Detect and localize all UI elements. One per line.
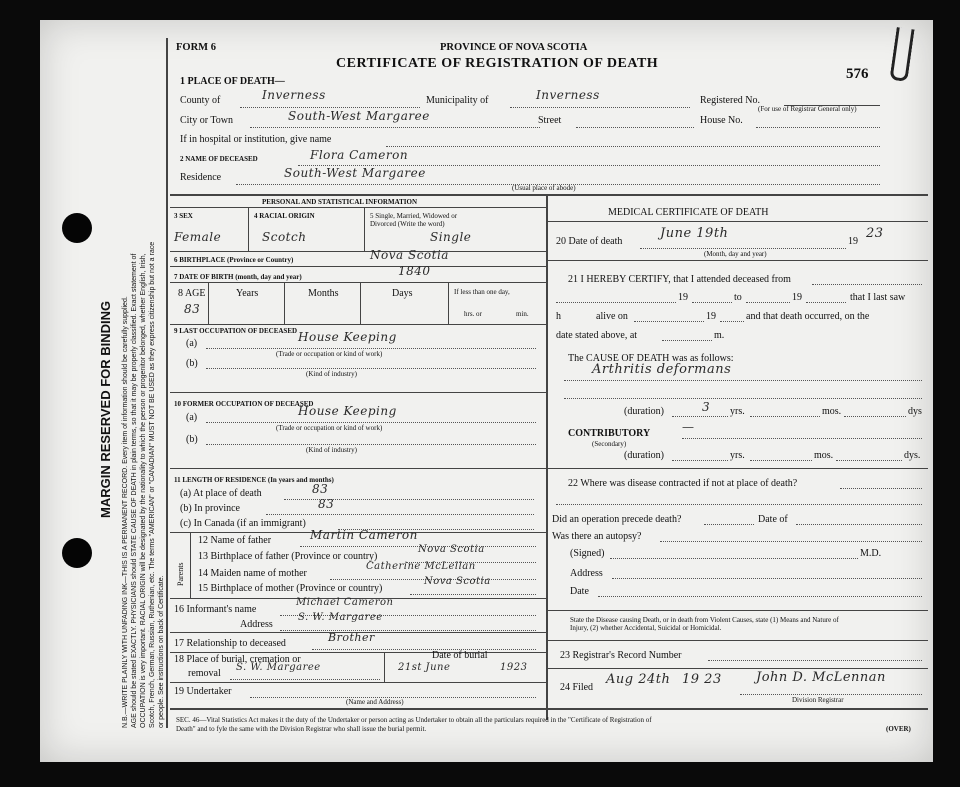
former-occupation-label: 10 FORMER OCCUPATION OF DECEASED [174,400,314,408]
informant-address-label: Address [240,619,273,630]
house-number-label: House No. [700,115,743,126]
industry-note: (Kind of industry) [306,370,357,378]
at-place-label: (a) At place of death [180,488,262,499]
certify-19b: 19 [792,292,802,303]
duration-label: (duration) [624,406,664,417]
record-number-label: 23 Registrar's Record Number [560,650,682,661]
binding-hole [62,538,92,568]
burial-year-value: 1923 [500,662,528,673]
registrar-signature: John D. McLennan [756,670,886,685]
name-of-deceased-label: 2 NAME OF DECEASED [180,155,258,163]
over-label: (OVER) [886,725,911,733]
years-label: Years [236,288,259,299]
name-address-note: (Name and Address) [346,698,404,706]
duration-mos: mos. [822,406,842,417]
informant-label: 16 Informant's name [174,604,257,615]
marital-status-value: Single [430,230,472,244]
certify-to: to [734,292,742,303]
age-label: 8 AGE [178,288,206,299]
trade-note: (Trade or occupation or kind of work) [276,350,383,358]
informant-address-value: S. W. Margaree [298,612,383,623]
certify-m: m. [714,330,725,341]
medical-heading: MEDICAL CERTIFICATE OF DEATH [608,207,769,218]
mother-birthplace-label: 15 Birthplace of mother (Province or country) [198,583,383,594]
contracted-label: 22 Where was disease contracted if not at place of death? [568,478,798,489]
certify-last-saw: that I last saw [850,292,906,303]
death-date-value: June 19th [660,226,729,241]
sex-label: 3 SEX [174,212,193,220]
violent-note-1: State the Disease causing Death, or in death from Violent Causes, state (1) Means and Nature of [570,616,839,624]
street-label: Street [538,115,562,126]
certify-occurred: and that death occurred, on the [746,311,870,322]
former-occupation-a: (a) [186,412,198,423]
duration-2-dys: dys. [904,450,921,461]
last-occupation-a: (a) [186,338,198,349]
signed-label: (Signed) [570,548,605,559]
duration-2-mos: mos. [814,450,834,461]
certify-19c: 19 [706,311,716,322]
secondary-note: (Secondary) [592,440,627,448]
province-heading: PROVINCE OF NOVA SCOTIA [440,42,588,53]
operation-date-label: Date of [758,514,788,525]
violent-note-2: Injury, (2) whether Accidental, Suicidal or Homicidal. [570,624,722,632]
margin-binding-label: MARGIN RESERVED FOR BINDING [98,300,113,518]
certificate-number: 576 [846,66,869,82]
burial-removal-label: removal [188,668,221,679]
medical-address-label: Address [570,568,603,579]
county-label: County of [180,95,221,106]
margin-note-line: AGE should be stated EXACTLY. PHYSICIANS should STATE CAUSE OF DEATH in plain terms, so that it may be properly classified. Exact statement of [131,253,138,728]
death-year-value: 23 [866,226,884,241]
duration-dys: dys [908,406,922,417]
municipality-value: Inverness [536,88,600,102]
days-label: Days [392,288,413,299]
cause-label: The CAUSE OF DEATH was as follows: [568,353,734,364]
burial-place-value: S. W. Margaree [236,662,321,673]
in-province-value: 83 [318,497,335,511]
hours-label: hrs. or [464,310,482,318]
certificate-title: CERTIFICATE OF REGISTRATION OF DEATH [336,56,659,71]
filed-date-value: Aug 24th [606,672,671,687]
certificate-page [40,20,933,762]
birthplace-value: Nova Scotia [370,248,449,262]
duration-yrs: yrs. [730,406,745,417]
age-value: 83 [184,302,201,316]
last-occupation-value: House Keeping [298,330,397,344]
contributory-value: — [682,420,695,434]
residence-length-label: 11 LENGTH OF RESIDENCE (In years and months) [174,476,334,484]
death-year-prefix: 19 [848,236,858,247]
father-birthplace-label: 13 Birthplace of father (Province or country) [198,551,378,562]
division-registrar-label: Division Registrar [792,696,844,704]
left-border [166,38,168,728]
sec46-line-1: SEC. 46—Vital Statistics Act makes it the duty of the Undertaker or person acting as Undertaker to obtain all the particulars required in the "Certificate of Registration of [176,716,652,724]
cause-value: Arthritis deformans [592,362,732,377]
contributory-label: CONTRIBUTORY [568,428,651,439]
less-than-day-label: If less than one day, [454,288,510,296]
margin-note-line: Scotch, French, German, Russian, Ruthenian, etc. The terms "AMERICAN" or "CANADIAN" MUST NOT BE USED as they express citizenship but not a race [149,241,156,728]
margin-note-line: OCCUPATION is very important. RACIAL ORIGIN will be designated by the nationality to which the person or progenitor belonged, whether English, Irish, [140,253,147,728]
mother-birthplace-value: Nova Scotia [424,576,491,587]
duration-2-label: (duration) [624,450,664,461]
in-province-label: (b) In province [180,503,240,514]
medical-date-label: Date [570,586,589,597]
parents-label: Parents [176,562,185,586]
city-value: South-West Margaree [288,109,430,123]
trade-note: (Trade or occupation or kind of work) [276,424,383,432]
relationship-value: Brother [328,631,375,644]
former-occupation-b: (b) [186,434,198,445]
last-occupation-label: 9 LAST OCCUPATION OF DECEASED [174,327,298,335]
county-value: Inverness [262,88,326,102]
burial-place-label: 18 Place of burial, cremation or [174,654,301,665]
months-label: Months [308,288,339,299]
date-of-birth-value: 1840 [398,264,431,278]
relationship-label: 17 Relationship to deceased [174,638,286,649]
filed-label: 24 Filed [560,682,594,693]
binding-hole [62,213,92,243]
undertaker-label: 19 Undertaker [174,686,232,697]
column-divider [546,194,548,720]
in-canada-label: (c) In Canada (if an immigrant) [180,518,306,529]
certify-19a: 19 [678,292,688,303]
municipality-label: Municipality of [426,95,489,106]
marital-label-2: Divorced (Write the word) [370,220,445,228]
burial-date-label: Date of burial [432,650,488,661]
father-name-value: Martin Cameron [310,528,418,542]
date-of-birth-label: 7 DATE OF BIRTH (month, day and year) [174,273,302,281]
minutes-label: min. [516,310,529,318]
certify-h: h [556,311,561,322]
residence-note: (Usual place of abode) [512,184,576,192]
death-date-note: (Month, day and year) [704,250,767,258]
margin-note-line: N.B.—WRITE PLAINLY WITH UNFADING INK—THIS IS A PERMANENT RECORD. Every item of information should be carefully supplied. [122,296,129,728]
filed-year-value: 19 23 [682,672,722,687]
place-of-death-label: 1 PLACE OF DEATH— [180,76,285,87]
former-occupation-value: House Keeping [298,404,397,418]
certify-line-1: 21 I HEREBY CERTIFY, that I attended deceased from [568,274,791,285]
last-occupation-b: (b) [186,358,198,369]
racial-origin-label: 4 RACIAL ORIGIN [254,212,315,220]
residence-value: South-West Margaree [284,166,426,180]
sex-value: Female [174,230,222,244]
racial-origin-value: Scotch [262,230,307,244]
personal-heading: PERSONAL AND STATISTICAL INFORMATION [262,198,418,206]
md-label: M.D. [860,548,882,559]
at-place-value: 83 [312,482,329,496]
hospital-label: If in hospital or institution, give name [180,134,332,145]
marital-label: 5 Single, Married, Widowed or [370,212,458,220]
sec46-line-2: Death" and to fyle the same with the Division Registrar who shall issue the burial permit. [176,725,427,733]
father-name-label: 12 Name of father [198,535,272,546]
operation-label: Did an operation precede death? [552,514,682,525]
father-birthplace-value: Nova Scotia [418,544,485,555]
burial-date-value: 21st June [398,662,451,673]
duration-value: 3 [702,400,711,414]
deceased-name-value: Flora Cameron [310,148,409,162]
form-number: FORM 6 [176,42,216,53]
mother-name-value: Catherine McLellan [366,561,476,572]
duration-2-yrs: yrs. [730,450,745,461]
certify-alive: alive on [596,311,628,322]
industry-note: (Kind of industry) [306,446,357,454]
margin-note-line: or people. See instructions on back of Certificate. [158,575,165,728]
residence-label: Residence [180,172,222,183]
registered-note: (For use of Registrar General only) [758,105,857,113]
city-label: City or Town [180,115,234,126]
check-mark [889,27,914,82]
death-date-label: 20 Date of death [556,236,623,247]
mother-name-label: 14 Maiden name of mother [198,568,307,579]
certify-line-3: date stated above, at [556,330,638,341]
birthplace-label: 6 BIRTHPLACE (Province or Country) [174,256,294,264]
informant-value: Michael Cameron [296,597,394,608]
autopsy-label: Was there an autopsy? [552,531,642,542]
registered-label: Registered No. [700,95,760,106]
